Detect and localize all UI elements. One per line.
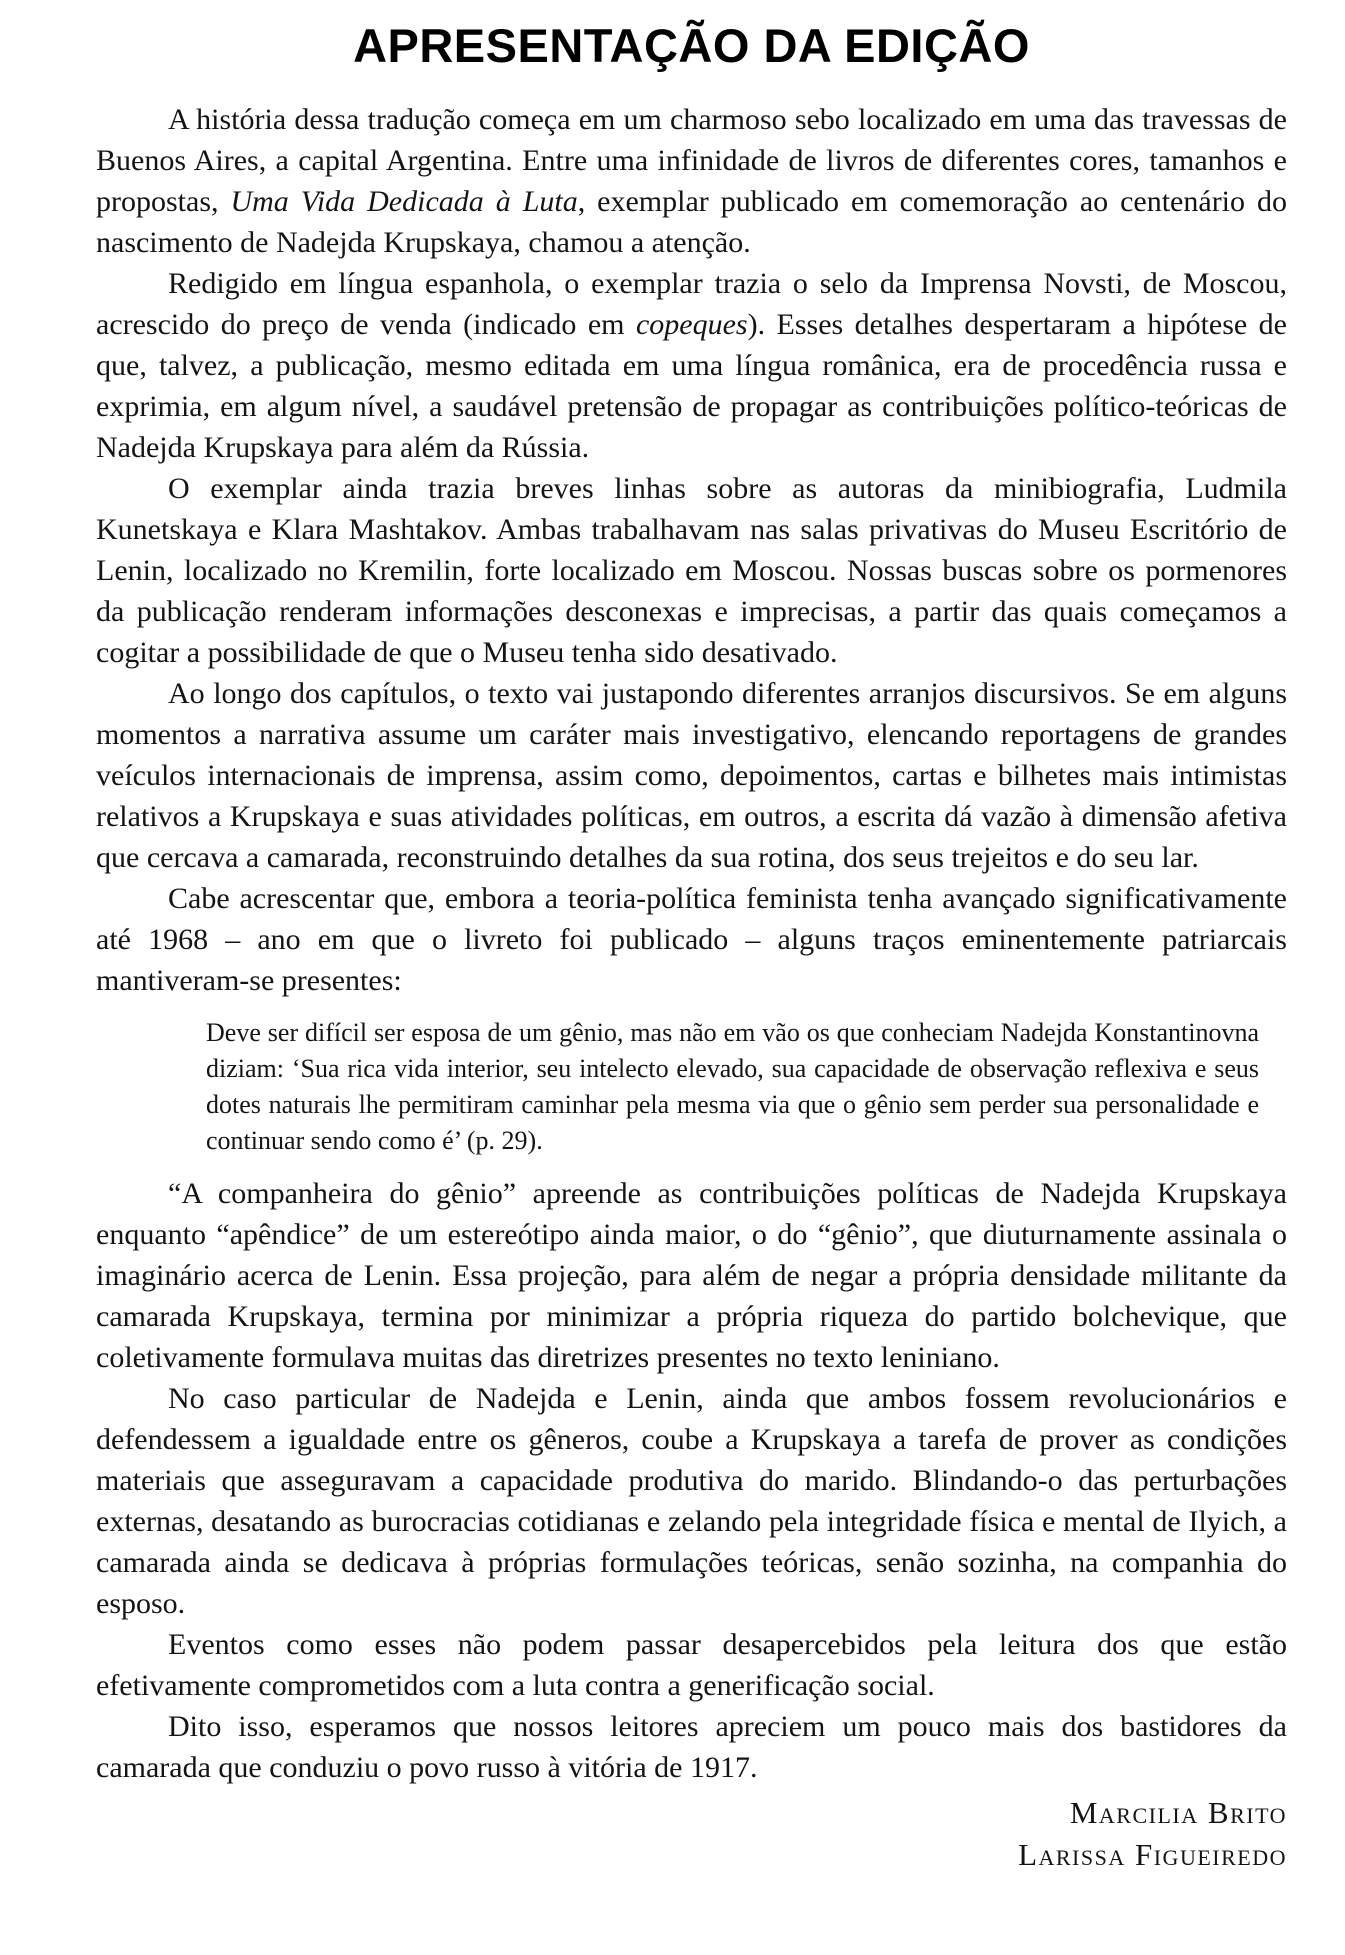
italic-text-run: copeques bbox=[635, 307, 748, 341]
signatures-block bbox=[96, 1792, 1287, 1876]
text-run: Dito isso, esperamos que nossos leitores apreciem um pouco mais dos bastidores da camarada que conduziu o povo russo à vitória de 1917. bbox=[96, 1709, 1287, 1784]
paragraph bbox=[96, 263, 1287, 468]
paragraph bbox=[96, 878, 1287, 1001]
paragraph bbox=[96, 1706, 1287, 1788]
signature-author-1: Marcilia Brito bbox=[1069, 1794, 1287, 1830]
text-run: Deve ser difícil ser esposa de um gênio, mas não em vão os que conheciam Nadejda Konstantinovna diziam: ‘Sua rica vida interior, seu intelecto elevado, sua capacidade de observação reflexiva e seus dotes naturais lhe permitiram caminhar pela mesma via que o gênio sem perder sua personalidade e continuar sendo como é’ (p. 29). bbox=[206, 1017, 1259, 1155]
paragraphs bbox=[96, 99, 1287, 1788]
text-run: ). Esses detalhes despertaram a hipótese de que, talvez, a publicação, mesmo editada em uma língua românica, era de procedência russa e exprimia, em algum nível, a saudável pretensão de propagar as contribuições político-teóricas de Nadejda Krupskaya para além da Rússia. bbox=[96, 307, 1287, 464]
paragraph bbox=[96, 1624, 1287, 1706]
text-run: “A companheira do gênio” apreende as contribuições políticas de Nadejda Krupskaya enquanto “apêndice” de um estereótipo ainda maior, o do “gênio”, que diuturnamente assinala o imaginário acerca de Lenin. Essa projeção, para além de negar a própria densidade militante da camarada Krupskaya, termina por minimizar a própria riqueza do partido bolchevique, que coletivamente formulava muitas das diretrizes presentes no texto leniniano. bbox=[96, 1176, 1287, 1374]
text-run: , exemplar publicado em comemoração ao centenário do nascimento de Nadejda Krupskaya, chamou a atenção. bbox=[96, 184, 1287, 259]
blockquote bbox=[206, 1015, 1259, 1159]
text-run: Redigido em língua espanhola, o exemplar trazia o selo da Imprensa Novsti, de Moscou, acrescido do preço de venda (indicado em bbox=[96, 266, 1287, 341]
text-run: Ao longo dos capítulos, o texto vai justapondo diferentes arranjos discursivos. Se em alguns momentos a narrativa assume um caráter mais investigativo, elencando reportagens de grandes veículos internacionais de imprensa, assim como, depoimentos, cartas e bilhetes mais intimistas relativos a Krupskaya e suas atividades políticas, em outros, a escrita dá vazão à dimensão afetiva que cercava a camarada, reconstruindo detalhes da sua rotina, dos seus trejeitos e do seu lar. bbox=[96, 676, 1287, 874]
text-run: O exemplar ainda trazia breves linhas sobre as autoras da minibiografia, Ludmila Kunetskaya e Klara Mashtakov. Ambas trabalhavam nas salas privativas do Museu Escritório de Lenin, localizado no Kremilin, forte localizado em Moscou. Nossas buscas sobre os pormenores da publicação renderam informações desconexas e imprecisas, a partir das quais começamos a cogitar a possibilidade de que o Museu tenha sido desativado. bbox=[96, 471, 1287, 669]
paragraph bbox=[96, 99, 1287, 263]
signature-author-2: Larissa Figueiredo bbox=[1018, 1836, 1287, 1872]
paragraph bbox=[96, 673, 1287, 878]
paragraph bbox=[96, 468, 1287, 673]
text-run: A história dessa tradução começa em um charmoso sebo localizado em uma das travessas de Buenos Aires, a capital Argentina. Entre uma infinidade de livros de diferentes cores, tamanhos e propostas, bbox=[96, 102, 1287, 218]
paragraph bbox=[96, 1173, 1287, 1378]
paragraph bbox=[96, 1378, 1287, 1624]
page-title: APRESENTAÇÃO DA EDIÇÃO bbox=[353, 19, 1030, 72]
text-run: Cabe acrescentar que, embora a teoria-política feminista tenha avançado significativamente até 1968 – ano em que o livreto foi publicado – alguns traços eminentemente patriarcais mantiveram-se presentes: bbox=[96, 881, 1287, 997]
text-run: No caso particular de Nadejda e Lenin, ainda que ambos fossem revolucionários e defendessem a igualdade entre os gêneros, coube a Krupskaya a tarefa de prover as condições materiais que asseguravam a capacidade produtiva do marido. Blindando-o das perturbações externas, desatando as burocracias cotidianas e zelando pela integridade física e mental de Ilyich, a camarada ainda se dedicava à próprias formulações teóricas, senão sozinha, na companhia do esposo. bbox=[96, 1381, 1287, 1620]
text-run: Eventos como esses não podem passar desapercebidos pela leitura dos que estão efetivamente comprometidos com a luta contra a generificação social. bbox=[96, 1627, 1287, 1702]
italic-text-run: Uma Vida Dedicada à Luta bbox=[230, 184, 578, 218]
